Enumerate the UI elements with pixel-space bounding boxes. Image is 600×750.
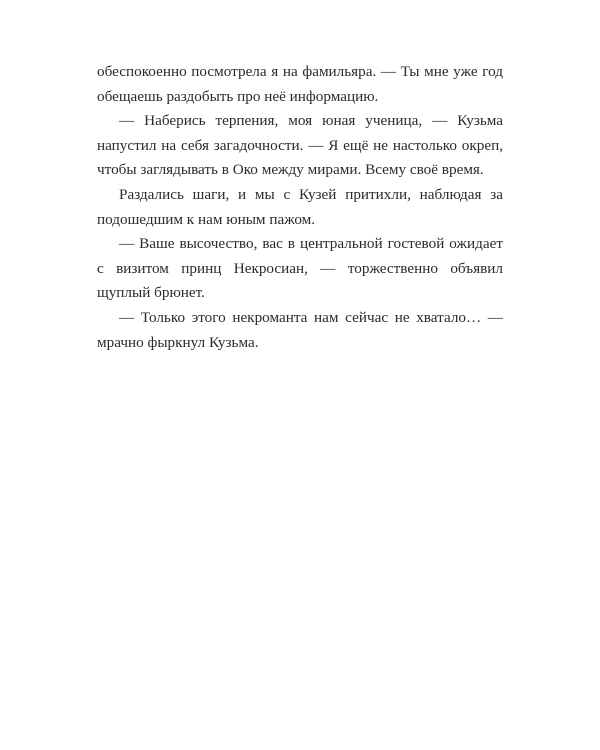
page-text (97, 60, 503, 355)
paragraph-kuzma-patience: — Наберись терпения, моя юная ученица, — Кузьма напустил на себя загадочности. — Я ещё не настолько окреп, чтобы заглядывать в Око между мирами. Всему своё время. (97, 112, 503, 179)
paragraph-kuzma-snort: — Только этого некроманта нам сейчас не хватало… — мрачно фыркнул Кузьма. (97, 308, 503, 351)
paragraph-continuation: обеспокоенно посмотрела я на фамильяра. — Ты мне уже год обещаешь раздобыть про неё информацию. (97, 63, 503, 105)
paragraph-page-announcement: — Ваше высочество, вас в центральной гостевой ожидает с визитом принц Некросиан, — торжественно объявил щуплый брюнет. (97, 235, 503, 302)
paragraph-footsteps: Раздались шаги, и мы с Кузей притихли, наблюдая за подошедшим к нам юным пажом. (97, 185, 503, 228)
